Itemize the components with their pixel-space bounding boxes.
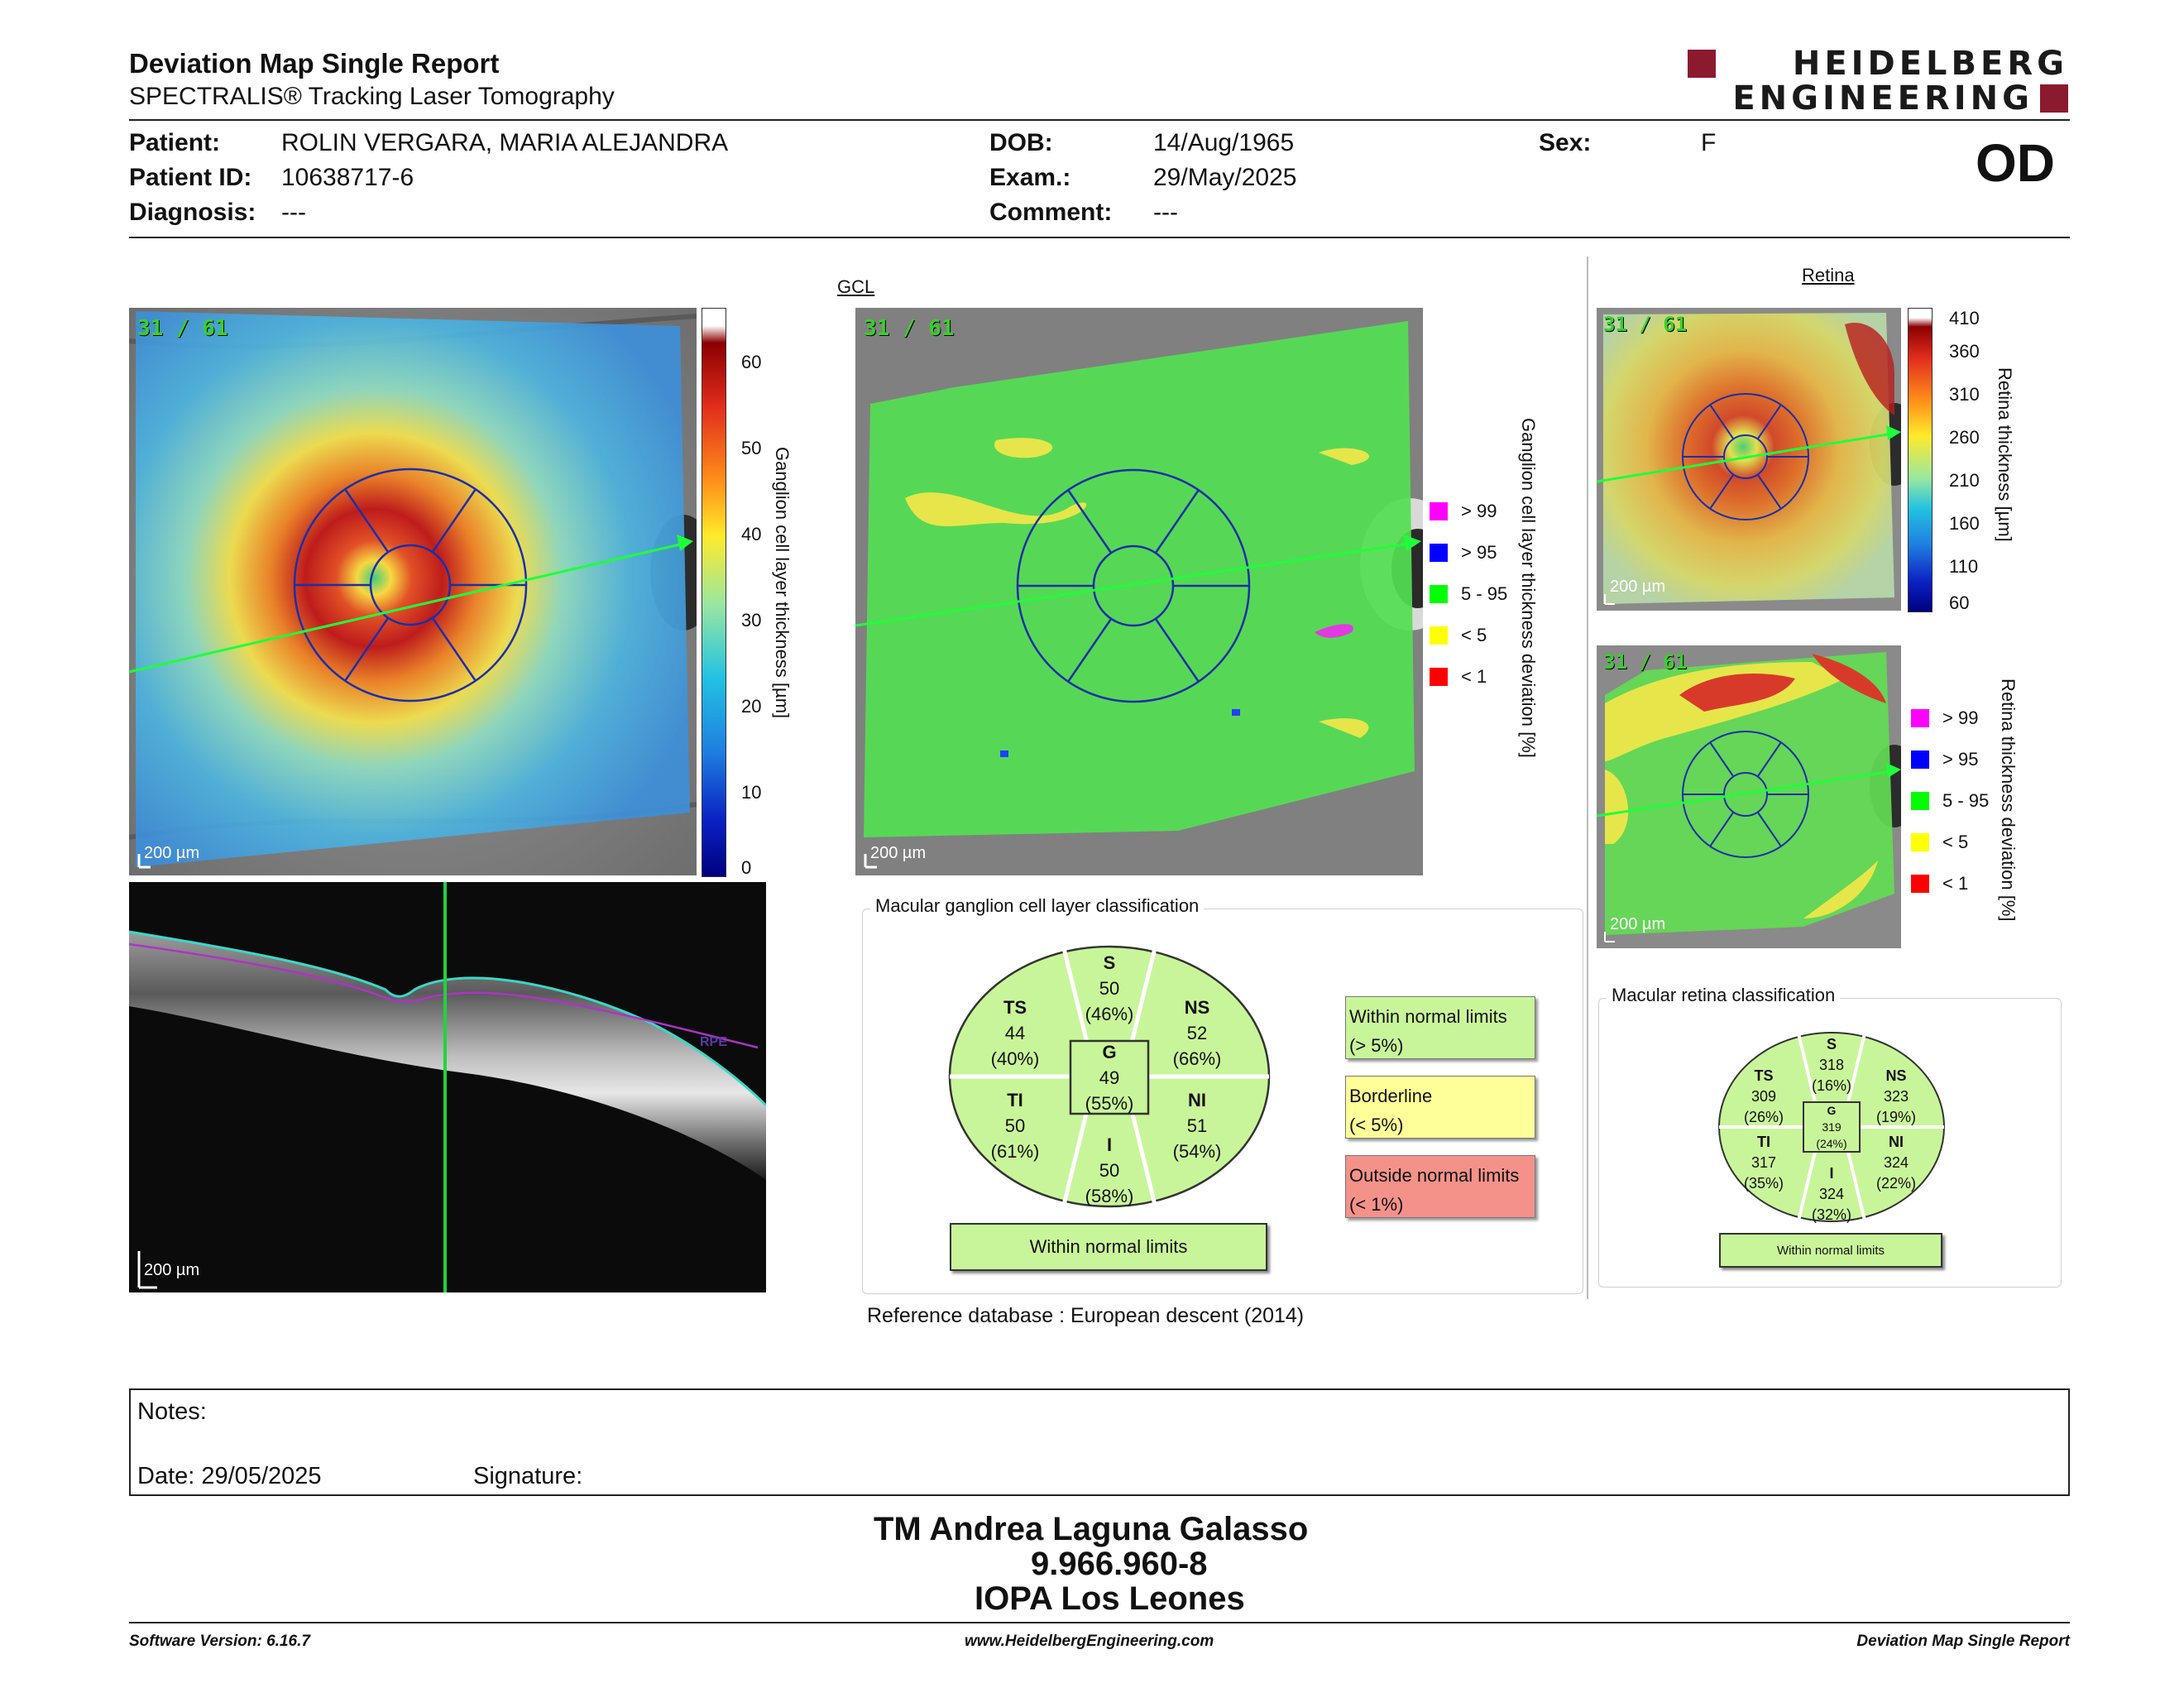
legend-swatch [1430, 585, 1448, 603]
eye-indicator: OD [1976, 133, 2055, 193]
diagnosis: --- [281, 199, 306, 226]
signatory-name: TM Andrea Laguna Galasso [874, 1511, 1309, 1547]
diagnosis-label: Diagnosis: [129, 199, 256, 226]
header-divider [129, 119, 2070, 121]
retina-legend-item: > 95 [1911, 749, 1978, 770]
retina-tick: 210 [1949, 470, 1980, 491]
gcl-dev-axis-label: Ganglion cell layer thickness deviation [%] [1518, 418, 1539, 758]
retina-sector-i: I 324 (32%) [1811, 1165, 1851, 1223]
exam-date: 29/May/2025 [1153, 164, 1297, 191]
legend-swatch [1430, 502, 1448, 520]
retina-thickness-map [1597, 308, 1901, 611]
retina-tick: 310 [1949, 384, 1980, 405]
retina-legend-item: < 5 [1911, 832, 1968, 853]
heidelberg-logo [1688, 46, 2068, 116]
gcl-legend-item: > 95 [1430, 542, 1497, 563]
gcl-tick: 50 [741, 438, 762, 458]
retina-tick: 260 [1949, 427, 1980, 448]
retina-sector-ti: TI 317 (35%) [1743, 1134, 1784, 1192]
oct-bscan [129, 882, 766, 1292]
patient-id: 10638717-6 [281, 164, 414, 191]
legend-swatch [1430, 668, 1448, 686]
retina-scale-bar: 200 µm [1610, 578, 1666, 596]
gcl-scale-bar: 200 µm [144, 844, 200, 862]
retina-dev-frame-counter: 31 / 61 [1603, 650, 1688, 674]
legend-swatch [1911, 875, 1929, 893]
sex-label: Sex: [1539, 129, 1592, 156]
gcl-tick: 0 [741, 857, 752, 878]
gcl-legend-item: < 5 [1430, 625, 1487, 646]
legend-outside-normal: Outside normal limits (< 1%) [1345, 1155, 1535, 1218]
signature-field[interactable]: Signature: [473, 1463, 583, 1489]
gcl-thickness-map [129, 308, 697, 875]
notes-date: Date: 29/05/2025 [137, 1463, 322, 1489]
logo-word-bottom: ENGINEERING [1732, 79, 2033, 117]
notes-box [129, 1388, 2070, 1496]
gcl-tick: 30 [741, 610, 762, 631]
rpe-label: RPE [700, 1035, 727, 1049]
retina-legend-item: < 1 [1911, 873, 1968, 894]
sex: F [1701, 129, 1717, 156]
retina-sector-ni: NI 324 (22%) [1875, 1134, 1916, 1192]
gcl-tick: 60 [741, 352, 762, 372]
retina-axis-label: Retina thickness [µm] [1995, 367, 2015, 542]
retina-tick: 160 [1949, 513, 1980, 534]
gcl-sector-ts: TS 44 (40%) [990, 997, 1040, 1069]
legend-swatch [1911, 833, 1929, 851]
legend-swatch [1911, 792, 1929, 810]
gcl-classification-title: Macular ganglion cell layer classification [870, 895, 1204, 917]
retina-sector-s: S 318 (16%) [1811, 1036, 1851, 1094]
retina-colorbar [1908, 308, 1933, 612]
legend-swatch [1911, 709, 1929, 727]
gcl-legend-item: 5 - 95 [1430, 583, 1507, 605]
gcl-sector-s: S 50 (46%) [1085, 952, 1134, 1024]
retina-heading-link[interactable]: Retina [1802, 265, 1855, 285]
gcl-colorbar [702, 308, 726, 877]
gcl-tick: 40 [741, 524, 762, 544]
gcl-axis-label: Ganglion cell layer thickness [µm] [772, 447, 793, 719]
patient-name: ROLIN VERGARA, MARIA ALEJANDRA [281, 129, 729, 156]
report-subtitle: SPECTRALIS® Tracking Laser Tomography [129, 83, 615, 110]
gcl-heading-link[interactable]: GCL [837, 276, 875, 297]
gcl-sector-i: I 50 (58%) [1085, 1134, 1134, 1206]
gcl-tick: 10 [741, 782, 762, 803]
legend-swatch [1430, 626, 1448, 645]
signatory-org: IOPA Los Leones [975, 1580, 1245, 1617]
signatory-id: 9.966.960-8 [1031, 1546, 1208, 1582]
gcl-legend-item: < 1 [1430, 666, 1487, 688]
comment: --- [1153, 199, 1178, 226]
dob: 14/Aug/1965 [1153, 129, 1295, 156]
website-link[interactable]: www.HeidelbergEngineering.com [965, 1633, 1214, 1650]
comment-label: Comment: [989, 199, 1113, 226]
retina-sector-ts: TS 309 (26%) [1743, 1067, 1784, 1125]
retina-sector-ns: NS 323 (19%) [1875, 1067, 1916, 1125]
retina-sector-g: G 319 (24%) [1816, 1104, 1847, 1150]
retina-dev-scale-bar: 200 µm [1610, 915, 1666, 933]
report-name-footer: Deviation Map Single Report [1856, 1633, 2070, 1650]
report-title: Deviation Map Single Report [129, 48, 500, 79]
column-divider [1587, 257, 1588, 1299]
retina-result-badge: Within normal limits [1719, 1233, 1942, 1268]
legend-borderline: Borderline (< 5%) [1345, 1076, 1535, 1139]
logo-word-top: HEIDELBERG [1792, 45, 2068, 83]
legend-swatch [1911, 750, 1929, 769]
retina-legend-item: 5 - 95 [1911, 790, 1989, 812]
gcl-sector-ti: TI 50 (61%) [990, 1090, 1040, 1162]
patient-divider [129, 237, 2070, 238]
retina-dev-axis-label: Retina thickness deviation [%] [1998, 679, 2019, 922]
reference-database: Reference database : European descent (2014) [867, 1304, 1305, 1327]
legend-within-normal: Within normal limits (> 5%) [1345, 996, 1535, 1059]
bscan-scale-bar: 200 µm [144, 1261, 200, 1279]
gcl-deviation-map [855, 308, 1423, 875]
legend-swatch [1430, 544, 1448, 562]
retina-frame-counter: 31 / 61 [1603, 313, 1688, 336]
gcl-sector-g: G 49 (55%) [1085, 1042, 1134, 1114]
gcl-tick: 20 [741, 696, 762, 717]
logo-square-right [2040, 84, 2068, 113]
patient-name-label: Patient: [129, 129, 221, 156]
retina-tick: 60 [1949, 592, 1970, 613]
dob-label: DOB: [989, 129, 1053, 156]
retina-tick: 410 [1949, 308, 1980, 328]
gcl-frame-counter: 31 / 61 [137, 316, 228, 341]
gcl-dev-scale-bar: 200 µm [870, 844, 927, 862]
logo-square-left [1688, 50, 1716, 78]
retina-deviation-map [1597, 645, 1901, 948]
footer-divider [129, 1622, 2070, 1623]
patient-id-label: Patient ID: [129, 164, 252, 191]
retina-classification-title: Macular retina classification [1607, 985, 1840, 1006]
gcl-dev-frame-counter: 31 / 61 [864, 316, 955, 341]
gcl-result-badge: Within normal limits [950, 1223, 1267, 1271]
exam-label: Exam.: [989, 164, 1071, 191]
retina-tick: 110 [1949, 556, 1979, 577]
gcl-sector-ns: NS 52 (66%) [1172, 997, 1222, 1069]
software-version: Software Version: 6.16.7 [129, 1633, 310, 1650]
retina-tick: 360 [1949, 341, 1980, 362]
gcl-sector-ni: NI 51 (54%) [1172, 1090, 1222, 1162]
notes-label: Notes: [137, 1398, 207, 1425]
gcl-legend-item: > 99 [1430, 501, 1497, 522]
retina-legend-item: > 99 [1911, 707, 1978, 729]
